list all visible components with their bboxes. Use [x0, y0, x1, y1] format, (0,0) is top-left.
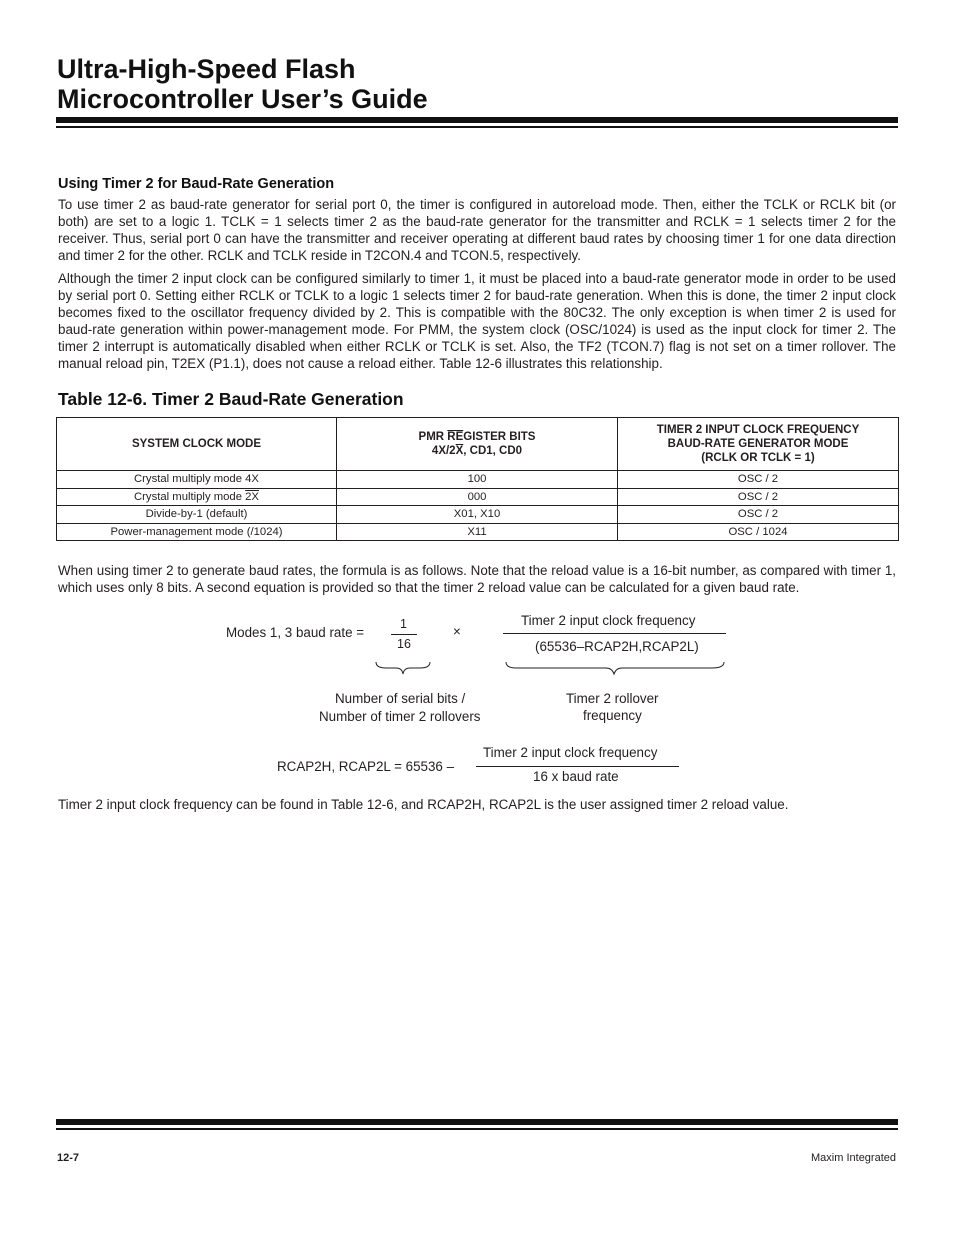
- table-header-row: [57, 418, 899, 471]
- eq1-frac-line: [391, 634, 417, 635]
- header-rule-thin: [56, 126, 898, 128]
- title-line-1: Ultra-High-Speed Flash: [57, 54, 356, 84]
- paragraph-after-table: When using timer 2 to generate baud rates, the formula is as follows. Note that the reload value is a 16-bit number, as compared with timer 1, which uses only 8 bits. A second equation is provided so that the timer 2 reload value can be calculated for a given baud rate.: [58, 563, 896, 595]
- closing-paragraph: Timer 2 input clock frequency can be found in Table 12-6, and RCAP2H, RCAP2L is the user assigned timer 2 reload value.: [58, 797, 789, 812]
- cell-mode: Crystal multiply mode 2X: [57, 488, 337, 506]
- eq1-rhs-numerator: Timer 2 input clock frequency: [521, 613, 696, 628]
- header-pmr-register-bits: PMR $\overline{RE}GISTER$ BITS $4X/2\overline{X}$, CD1, CD0: [337, 418, 618, 471]
- header-system-clock-mode: SYSTEM CLOCK MODE: [57, 418, 337, 471]
- page-title: [57, 54, 897, 114]
- footer-rule-thin: [56, 1128, 898, 1130]
- header-rule-thick: [56, 117, 898, 123]
- eq1-rhs-denominator: (65536–RCAP2H,RCAP2L): [535, 639, 699, 654]
- eq2-denominator: 16 x baud rate: [533, 769, 619, 784]
- company-name: Maxim Integrated: [811, 1152, 896, 1164]
- cell-mode: Power-management mode (/1024): [57, 523, 337, 541]
- cell-bits: X01, X10: [337, 506, 618, 524]
- note-serial-bits: Number of serial bits /: [335, 691, 466, 706]
- cell-bits: 100: [337, 471, 618, 489]
- cell-freq: OSC / 2: [618, 506, 899, 524]
- note-rollover: Timer 2 rollover: [566, 691, 659, 706]
- cell-freq: OSC / 2: [618, 488, 899, 506]
- table-row: [57, 488, 899, 506]
- table-row: [57, 523, 899, 541]
- title-line-2: Microcontroller User’s Guide: [57, 84, 428, 114]
- cell-mode: Crystal multiply mode 4X: [57, 471, 337, 489]
- baud-rate-table: [56, 417, 899, 541]
- cell-freq: OSC / 1024: [618, 523, 899, 541]
- eq1-lhs: Modes 1, 3 baud rate =: [226, 625, 365, 640]
- note-frequency: frequency: [583, 708, 642, 723]
- header-timer2-input-clock: TIMER 2 INPUT CLOCK FREQUENCY BAUD-RATE GENERATOR MODE (RCLK OR TCLK = 1): [618, 418, 899, 471]
- cell-bits: 000: [337, 488, 618, 506]
- left-brace-icon: [370, 660, 440, 678]
- eq2-line: [476, 766, 679, 767]
- note-timer2-rollovers: Number of timer 2 rollovers: [319, 709, 481, 724]
- eq1-frac-denominator: 16: [397, 637, 411, 651]
- table-title: Table 12-6. Timer 2 Baud-Rate Generation: [58, 389, 404, 409]
- page-number: 12-7: [57, 1152, 80, 1164]
- cell-freq: OSC / 2: [618, 471, 899, 489]
- eq2-numerator: Timer 2 input clock frequency: [483, 745, 658, 760]
- table-row: [57, 506, 899, 524]
- cell-bits: X11: [337, 523, 618, 541]
- eq1-frac-numerator: 1: [400, 617, 407, 631]
- right-brace-icon: [502, 660, 732, 678]
- paragraph-2: Although the timer 2 input clock can be configured similarly to timer 1, it must be placed into a baud-rate generator mode in order to be used by serial port 0. Setting either RCLK or TCLK to a logic 1 selects timer 2 for baud-rate generation. When this is done, the timer 2 input clock becomes fixed to the oscillator frequency divided by 2. This is compatible with the 80C32. The only exception is when timer 2 is used for baud-rate generation within power-management mode. For PMM, the system clock (OSC/1024) is used as the input clock for timer 2. The timer 2 interrupt is automatically disabled when either RCLK or TCLK is set. Also, the TF2 (TCON.7) flag is not set on a timer rollover. The manual reload pin, T2EX (P1.1), does not cause a reload either. Table 12-6 illustrates this relationship.: [58, 271, 896, 371]
- section-heading: Using Timer 2 for Baud-Rate Generation: [58, 176, 335, 192]
- eq1-times-sign: ×: [453, 624, 461, 639]
- footer-rule-thick: [56, 1119, 898, 1125]
- cell-mode: Divide-by-1 (default): [57, 506, 337, 524]
- table-row: [57, 471, 899, 489]
- paragraph-1: To use timer 2 as baud-rate generator for serial port 0, the timer is configured in autoreload mode. Then, either the TCLK or RCLK bit (or both) are set to a logic 1. TCLK = 1 selects timer 2 as the baud-rate generator for the transmitter and RCLK = 1 selects timer 2 for the receiver. Thus, serial port 0 can have the transmitter and receiver operating at different baud rates by choosing timer 1 for one data direction and timer 2 for the other. RCLK and TCLK reside in T2CON.4 and TCON.5, respectively.: [58, 197, 896, 263]
- eq2-lhs: RCAP2H, RCAP2L = 65536 –: [277, 759, 455, 774]
- eq1-rhs-line: [503, 633, 726, 634]
